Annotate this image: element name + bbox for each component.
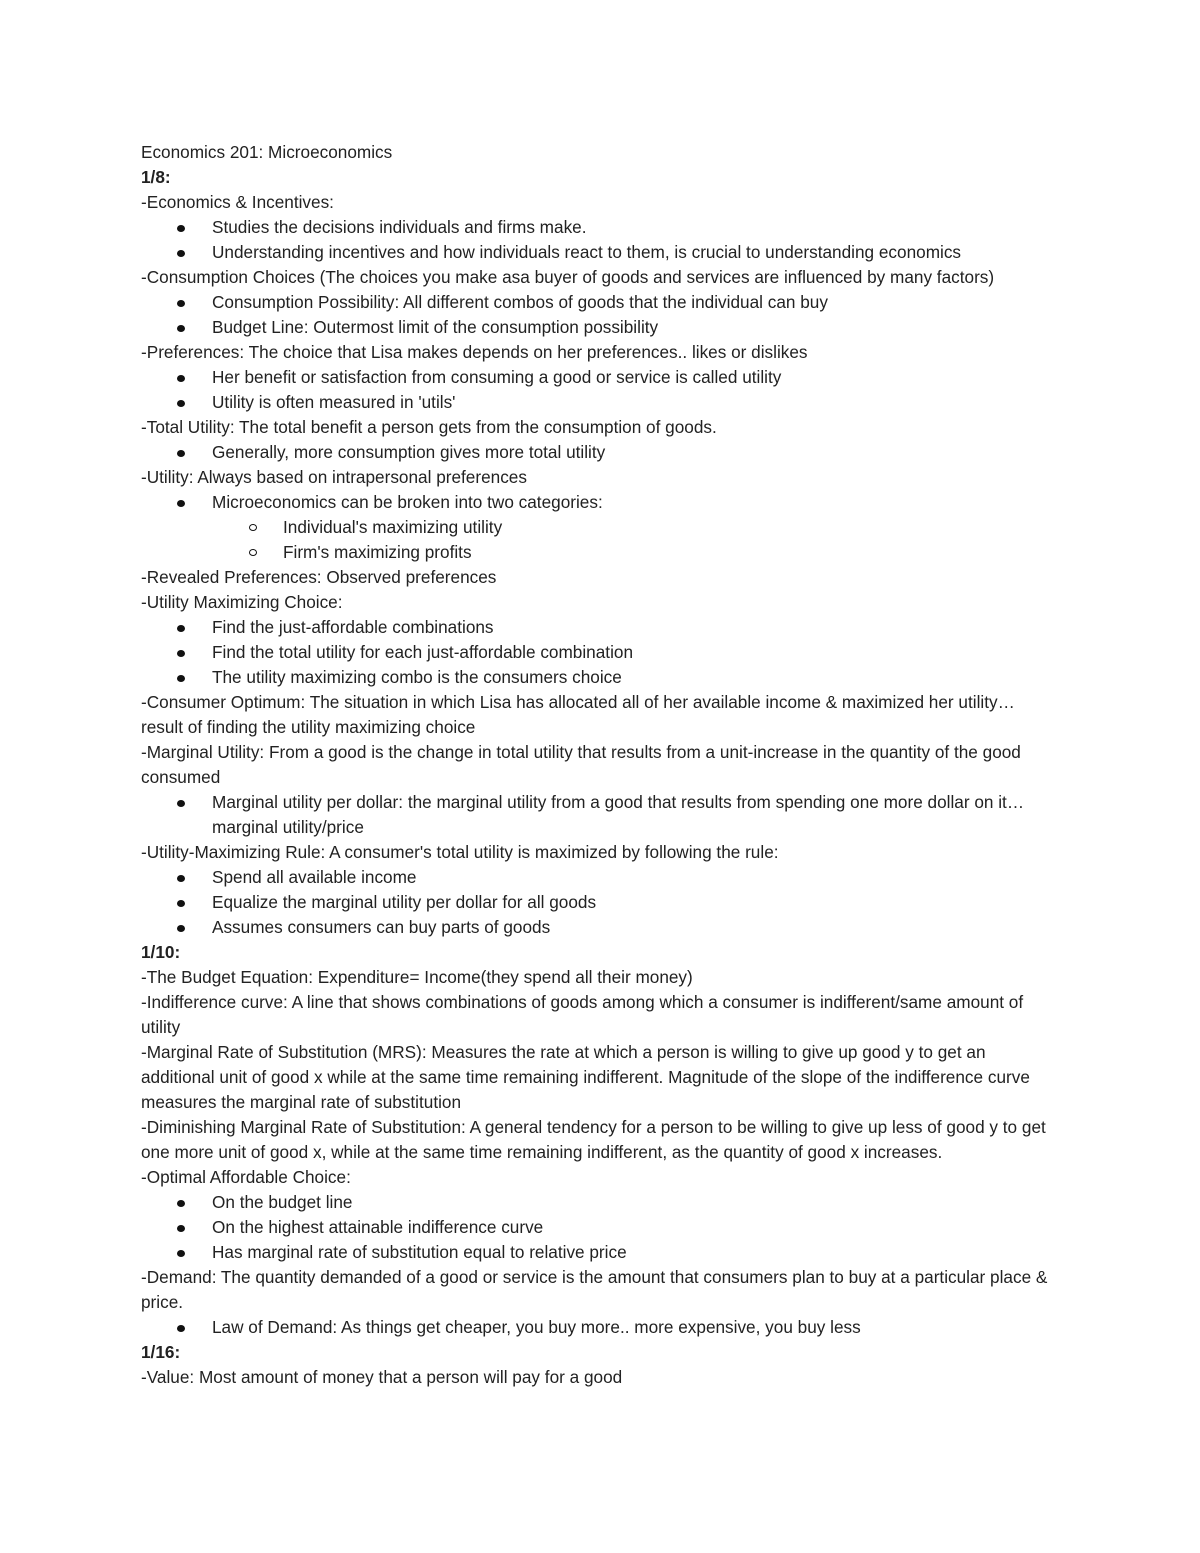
bullet-icon	[177, 375, 185, 382]
bullet-icon	[177, 1200, 185, 1207]
note-line: -Consumer Optimum: The situation in which Lisa has allocated all of her available income & maximized her utility… result of finding the utility maximizing choice	[141, 692, 1015, 737]
note-line: -Utility: Always based on intrapersonal preferences	[141, 467, 527, 487]
list-item: Her benefit or satisfaction from consuming a good or service is called utility	[141, 365, 1061, 390]
sub-list-item: Firm's maximizing profits	[141, 540, 1061, 565]
list-item: Find the just-affordable combinations	[141, 615, 1061, 640]
bullet-icon	[177, 325, 185, 332]
hollow-bullet-icon	[249, 549, 257, 556]
note-line: -Utility-Maximizing Rule: A consumer's total utility is maximized by following the rule:	[141, 842, 779, 862]
sub-bullet-list	[141, 515, 1061, 565]
list-item: Assumes consumers can buy parts of goods	[141, 915, 1061, 940]
bullet-icon	[177, 875, 185, 882]
sub-list-item: Individual's maximizing utility	[141, 515, 1061, 540]
date-heading: 1/8:	[141, 167, 171, 187]
list-item: Understanding incentives and how individuals react to them, is crucial to understanding economics	[141, 240, 1061, 265]
list-item: On the highest attainable indifference curve	[141, 1215, 1061, 1240]
note-line: -Marginal Utility: From a good is the change in total utility that results from a unit-increase in the quantity of the good consumed	[141, 742, 1021, 787]
list-item: On the budget line	[141, 1190, 1061, 1215]
list-item: Budget Line: Outermost limit of the consumption possibility	[141, 315, 1061, 340]
note-line: -Value: Most amount of money that a person will pay for a good	[141, 1367, 623, 1387]
bullet-list	[141, 490, 1061, 515]
bullet-list	[141, 1190, 1061, 1265]
bullet-list	[141, 365, 1061, 415]
bullet-list	[141, 290, 1061, 340]
bullet-list	[141, 865, 1061, 940]
list-item: Has marginal rate of substitution equal to relative price	[141, 1240, 1061, 1265]
note-line: -Consumption Choices (The choices you make asa buyer of goods and services are influenced by many factors)	[141, 267, 995, 287]
note-line: -Total Utility: The total benefit a person gets from the consumption of goods.	[141, 417, 717, 437]
bullet-icon	[177, 500, 185, 507]
note-line: -The Budget Equation: Expenditure= Income(they spend all their money)	[141, 967, 693, 987]
note-line: -Diminishing Marginal Rate of Substitution: A general tendency for a person to be willing to give up less of good y to get one more unit of good x, while at the same time remaining indifferent, as the quantity of good x increases.	[141, 1117, 1046, 1162]
list-item: Utility is often measured in 'utils'	[141, 390, 1061, 415]
list-item: Law of Demand: As things get cheaper, you buy more.. more expensive, you buy less	[141, 1315, 1061, 1340]
bullet-list	[141, 615, 1061, 690]
bullet-icon	[177, 800, 185, 807]
bullet-icon	[177, 925, 185, 932]
note-line: -Revealed Preferences: Observed preferences	[141, 567, 497, 587]
bullet-icon	[177, 225, 185, 232]
list-item: The utility maximizing combo is the consumers choice	[141, 665, 1061, 690]
bullet-list	[141, 1315, 1061, 1340]
bullet-icon	[177, 650, 185, 657]
bullet-icon	[177, 1225, 185, 1232]
bullet-icon	[177, 625, 185, 632]
list-item: Generally, more consumption gives more total utility	[141, 440, 1061, 465]
bullet-icon	[177, 1250, 185, 1257]
note-line: -Utility Maximizing Choice:	[141, 592, 343, 612]
note-line: -Optimal Affordable Choice:	[141, 1167, 351, 1187]
note-line: -Marginal Rate of Substitution (MRS): Measures the rate at which a person is willing to give up good y to get an additional unit of good x while at the same time remaining indifferent. Magnitude of the slope of the indifference curve measures the marginal rate of substitution	[141, 1042, 1030, 1112]
note-line: -Indifference curve: A line that shows combinations of goods among which a consumer is indifferent/same amount of utility	[141, 992, 1024, 1037]
list-item: Equalize the marginal utility per dollar for all goods	[141, 890, 1061, 915]
list-item: Consumption Possibility: All different combos of goods that the individual can buy	[141, 290, 1061, 315]
bullet-list	[141, 440, 1061, 465]
list-item: Microeconomics can be broken into two categories:	[141, 490, 1061, 515]
list-item: Find the total utility for each just-affordable combination	[141, 640, 1061, 665]
bullet-icon	[177, 250, 185, 257]
list-item: Spend all available income	[141, 865, 1061, 890]
bullet-icon	[177, 400, 185, 407]
bullet-icon	[177, 450, 185, 457]
date-heading: 1/10:	[141, 942, 181, 962]
bullet-icon	[177, 1325, 185, 1332]
bullet-icon	[177, 675, 185, 682]
document-page	[141, 140, 1061, 1390]
bullet-icon	[177, 900, 185, 907]
bullet-list	[141, 790, 1061, 840]
hollow-bullet-icon	[249, 524, 257, 531]
note-line: -Demand: The quantity demanded of a good or service is the amount that consumers plan to buy at a particular place & price.	[141, 1267, 1048, 1312]
document-title: Economics 201: Microeconomics	[141, 142, 393, 162]
date-heading: 1/16:	[141, 1342, 181, 1362]
list-item: Studies the decisions individuals and firms make.	[141, 215, 1061, 240]
bullet-icon	[177, 300, 185, 307]
note-line: -Preferences: The choice that Lisa makes depends on her preferences.. likes or dislikes	[141, 342, 808, 362]
note-line: -Economics & Incentives:	[141, 192, 334, 212]
list-item: Marginal utility per dollar: the marginal utility from a good that results from spending one more dollar on it… marginal utility/price	[141, 790, 1061, 840]
bullet-list	[141, 215, 1061, 265]
